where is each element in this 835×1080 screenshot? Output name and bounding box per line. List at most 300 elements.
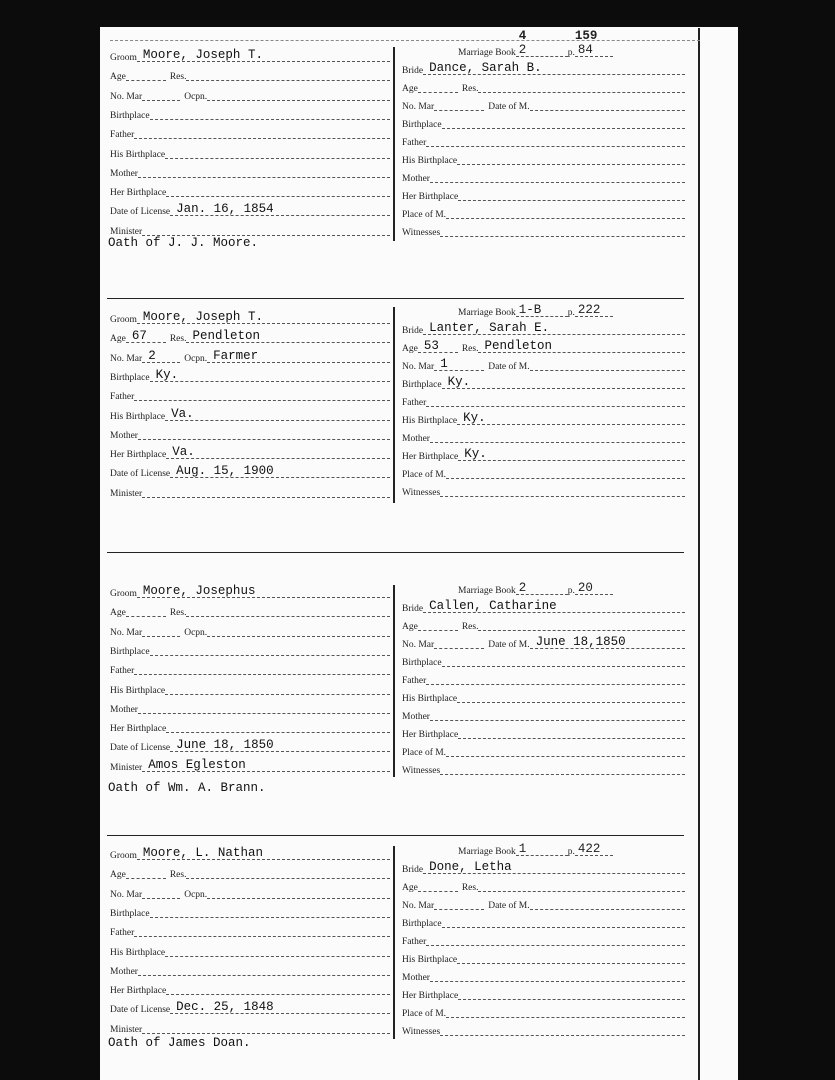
page-line [575,580,613,595]
marriage-book-ref [458,581,613,597]
groom-field-name [110,48,390,64]
field-label: Date of M. [488,640,530,650]
page-line [575,302,613,317]
marriage-book-line [516,580,568,595]
field-line [150,903,390,918]
field-label: His Birthplace [110,947,166,958]
bride-field-witnesses [402,223,685,239]
field-label: Her Birthplace [110,986,167,997]
bride-field-his-birthplace [402,151,685,167]
marriage-book-label: Marriage Book [458,48,516,58]
groom-field-father [110,923,390,939]
field-label: Minister [110,226,143,237]
field-line [442,374,685,389]
bride-field-witnesses [402,1022,685,1038]
field-label: Place of M. [402,210,447,220]
field-line [426,670,685,685]
field-label: Father [402,676,427,686]
field-line [418,877,458,892]
field-line [442,913,685,928]
bride-field-name [402,61,685,77]
field-label: Father [110,130,135,141]
field-label: Res. [461,84,479,94]
field-line [426,931,685,946]
marriage-book-line [516,302,568,317]
field-value: Ky. [155,367,179,382]
field-label: Res. [461,883,479,893]
groom-field-name [110,584,390,600]
groom-field-age [110,67,390,83]
field-line [134,124,390,139]
header-rule [110,40,700,41]
field-line [458,446,685,461]
field-line [446,204,685,219]
field-line [126,602,166,617]
field-label: Her Birthplace [402,730,459,740]
field-line [478,78,685,93]
oath-note: Oath of James Doan. [108,1036,251,1050]
field-line [423,859,685,874]
groom-field-minister [110,1020,390,1036]
page-value: 222 [577,303,601,317]
field-line [165,942,390,957]
field-label: Witnesses [402,488,441,498]
field-line [207,348,390,363]
field-line [430,967,685,982]
field-line [142,1019,390,1034]
bride-field-place-of-m [402,743,685,759]
field-line [142,86,180,101]
bride-field-no-mar [402,357,685,373]
field-line [434,895,484,910]
field-line [440,222,685,237]
marriage-book-label: Marriage Book [458,847,516,857]
bride-field-mother [402,429,685,445]
field-line [134,922,390,937]
bride-field-his-birthplace [402,689,685,705]
field-label: His Birthplace [110,685,166,696]
field-line [138,425,390,440]
field-line [446,464,685,479]
oath-note: Oath of J. J. Moore. [108,236,259,250]
field-line [137,309,390,324]
field-label: Groom [110,315,137,325]
field-label: Her Birthplace [402,192,459,202]
groom-field-her-birthplace [110,445,390,461]
field-line [434,356,484,371]
field-value: 2 [148,348,156,363]
marriage-book-ref [458,303,613,319]
field-label: His Birthplace [402,955,458,965]
field-label: Witnesses [402,766,441,776]
groom-field-mother [110,164,390,180]
field-line [418,78,458,93]
field-line [166,444,390,459]
field-label: Her Birthplace [402,991,459,1001]
field-value: Va. [172,445,195,460]
field-line [186,66,390,81]
field-line [186,328,390,343]
field-line [457,150,685,165]
field-value: 67 [131,329,147,344]
field-label: Mother [110,966,138,977]
field-label: Minister [110,762,143,773]
field-line [530,96,685,111]
field-label: Minister [110,488,143,499]
field-label: Bride [402,604,424,614]
column-divider [393,585,395,777]
field-label: Res. [461,622,479,632]
field-line [434,96,484,111]
field-line [458,985,685,1000]
field-label: Mother [110,430,138,441]
bride-field-no-mar [402,896,685,912]
field-label: Witnesses [402,228,441,238]
field-line [170,737,390,752]
field-label: Age [402,883,418,893]
groom-field-no-mar [110,885,390,901]
groom-field-his-birthplace [110,681,390,697]
bride-field-place-of-m [402,205,685,221]
groom-field-mother [110,962,390,978]
field-label: Father [402,937,427,947]
field-label: Her Birthplace [402,452,459,462]
field-value: Pendleton [192,329,260,344]
field-line [446,742,685,757]
marriage-book-label: Marriage Book [458,586,516,596]
field-label: Date of License [110,743,171,754]
field-line [418,616,458,631]
bride-field-witnesses [402,483,685,499]
field-label: Bride [402,865,424,875]
field-label: Ocpn. [184,353,208,364]
field-label: No. Mar [110,627,143,638]
field-line [430,168,685,183]
field-label: Date of License [110,1005,171,1016]
field-label: Her Birthplace [110,724,167,735]
field-line [434,634,484,649]
field-line [138,961,390,976]
groom-field-name [110,310,390,326]
groom-field-no-mar [110,623,390,639]
field-label: Res. [169,72,187,83]
groom-field-date-of-license [110,738,390,754]
field-line [478,877,685,892]
field-label: Mother [110,168,138,179]
bride-field-mother [402,707,685,723]
field-line [430,428,685,443]
field-line [126,864,166,879]
column-divider [393,307,395,503]
page-value: 20 [577,581,593,595]
field-label: Mother [110,704,138,715]
oath-note: Oath of Wm. A. Brann. [108,781,266,795]
groom-field-his-birthplace [110,407,390,423]
bride-field-father [402,671,685,687]
field-value: Callen, Catharine [429,599,557,613]
field-line [418,338,458,353]
field-line [150,105,390,120]
page-value: 84 [577,43,593,57]
field-line [134,660,390,675]
field-line [142,622,180,637]
bride-field-age [402,339,685,355]
field-label: Mother [402,712,430,722]
field-label: No. Mar [110,91,143,102]
field-line [126,328,166,343]
bride-field-name [402,321,685,337]
field-line [530,356,685,371]
field-value: Moore, Joseph T. [142,48,263,62]
bride-field-age [402,617,685,633]
field-label: Place of M. [402,1009,447,1019]
field-value: Dance, Sarah B. [429,61,542,75]
field-label: Birthplace [110,372,150,383]
marriage-book-previous: 4 [518,29,527,43]
bride-field-her-birthplace [402,447,685,463]
field-label: No. Mar [110,353,143,364]
field-label: Age [110,870,126,881]
field-label: Age [402,84,418,94]
field-line [186,864,390,879]
field-line [457,949,685,964]
bride-field-witnesses [402,761,685,777]
field-line [138,699,390,714]
bride-field-father [402,133,685,149]
page-edge-line [698,28,700,1080]
field-value: Va. [171,406,194,421]
field-value: June 18,1850 [535,635,626,649]
field-line [446,1003,685,1018]
field-line [126,66,166,81]
field-label: No. Mar [402,640,435,650]
groom-field-no-mar [110,87,390,103]
field-label: Her Birthplace [110,188,167,199]
field-label: Ocpn. [184,91,208,102]
page-label: p. [567,308,575,318]
field-line [458,186,685,201]
field-line [426,132,685,147]
field-label: His Birthplace [402,156,458,166]
field-line [440,482,685,497]
page-line [574,29,613,57]
groom-field-name [110,846,390,862]
field-value: Ky. [464,447,487,461]
field-line [186,602,390,617]
groom-field-her-birthplace [110,183,390,199]
field-value: Dec. 25, 1848 [176,1000,274,1015]
field-value: June 18, 1850 [176,738,274,753]
marriage-book-value: 1-B [518,303,542,317]
column-divider [393,846,395,1039]
field-label: No. Mar [402,901,435,911]
groom-field-no-mar [110,349,390,365]
field-line [207,622,390,637]
field-label: Her Birthplace [110,450,167,461]
bride-field-his-birthplace [402,950,685,966]
field-line [442,114,685,129]
field-value: Lanter, Sarah E. [429,321,550,335]
field-label: Mother [402,973,430,983]
field-label: Place of M. [402,470,447,480]
field-label: His Birthplace [110,411,166,422]
field-label: Birthplace [402,120,442,130]
marriage-book-value: 2 [518,581,527,595]
field-line [430,706,685,721]
field-line [166,718,390,733]
bride-field-birthplace [402,653,685,669]
groom-field-age [110,329,390,345]
bride-field-age [402,79,685,95]
marriage-book-value: 1 [518,842,527,856]
page-label: p. [567,847,575,857]
field-label: Father [402,138,427,148]
field-label: Birthplace [110,110,150,121]
groom-field-minister [110,484,390,500]
field-line [138,163,390,178]
groom-field-father [110,387,390,403]
field-value: Jan. 16, 1854 [176,202,274,217]
bride-field-no-mar [402,635,685,651]
field-value: Ky. [463,411,486,425]
field-line [142,884,180,899]
field-line [170,201,390,216]
field-line [207,86,390,101]
field-value: Moore, L. Nathan [142,846,263,860]
card-separator [107,835,684,836]
groom-field-her-birthplace [110,719,390,735]
field-label: Birthplace [402,380,442,390]
groom-field-birthplace [110,904,390,920]
field-label: Age [402,344,418,354]
groom-field-mother [110,700,390,716]
page-label: p. [567,48,575,58]
field-line [165,406,390,421]
field-label: Bride [402,326,424,336]
field-line [170,999,390,1014]
field-line [207,884,390,899]
field-label: Res. [169,608,187,619]
field-label: Date of M. [488,362,530,372]
bride-field-father [402,393,685,409]
field-line [423,60,685,75]
field-label: Groom [110,851,137,861]
bride-field-father [402,932,685,948]
field-line [440,1021,685,1036]
field-label: Age [402,622,418,632]
field-label: No. Mar [110,889,143,900]
groom-field-date-of-license [110,202,390,218]
field-line [134,386,390,401]
field-line [440,760,685,775]
groom-field-birthplace [110,642,390,658]
groom-field-age [110,603,390,619]
field-line [457,410,685,425]
field-line [478,616,685,631]
bride-field-her-birthplace [402,986,685,1002]
bride-field-birthplace [402,115,685,131]
field-label: Father [402,398,427,408]
card-separator [107,298,684,299]
field-label: Age [110,608,126,619]
marriage-book-ref [458,29,613,59]
field-line [170,463,390,478]
field-line [150,641,390,656]
field-label: Father [110,392,135,403]
field-line [166,980,390,995]
field-label: Res. [169,870,187,881]
page-label: p. [567,586,575,596]
bride-field-name [402,599,685,615]
marriage-book-line [516,841,568,856]
groom-field-birthplace [110,106,390,122]
field-line [142,483,390,498]
field-label: Birthplace [110,908,150,919]
field-line [478,338,685,353]
field-line [165,680,390,695]
field-label: Mother [402,434,430,444]
field-label: No. Mar [402,102,435,112]
field-label: Father [110,666,135,677]
field-label: Date of License [110,469,171,480]
field-label: Res. [461,344,479,354]
field-line [137,47,390,62]
bride-field-her-birthplace [402,187,685,203]
field-value: Aug. 15, 1900 [176,464,274,479]
card-separator [107,552,684,553]
bride-field-birthplace [402,914,685,930]
field-line [423,598,685,613]
field-line [137,583,390,598]
page-line [575,841,613,856]
field-value: Moore, Josephus [142,584,256,598]
field-label: Groom [110,53,137,63]
field-label: Date of M. [488,901,530,911]
field-value: Moore, Joseph T. [142,310,263,324]
field-value: 1 [440,357,448,371]
field-label: Father [110,928,135,939]
field-line [530,895,685,910]
field-label: Bride [402,66,424,76]
field-label: Birthplace [110,646,150,657]
field-label: His Birthplace [402,694,458,704]
field-line [142,221,390,236]
groom-field-his-birthplace [110,145,390,161]
field-label: Ocpn. [184,889,208,900]
bride-field-no-mar [402,97,685,113]
field-label: His Birthplace [402,416,458,426]
bride-field-mother [402,968,685,984]
bride-field-place-of-m [402,465,685,481]
bride-field-age [402,878,685,894]
bride-field-his-birthplace [402,411,685,427]
groom-field-date-of-license [110,464,390,480]
field-value: 53 [423,339,439,353]
groom-field-father [110,125,390,141]
marriage-book-value: 2 [518,43,527,57]
field-label: Age [110,72,126,83]
bride-field-place-of-m [402,1004,685,1020]
field-value: Farmer [213,348,259,363]
groom-field-birthplace [110,368,390,384]
field-label: Birthplace [402,919,442,929]
groom-field-her-birthplace [110,981,390,997]
field-value: Done, Letha [429,860,512,874]
marriage-book-label: Marriage Book [458,308,516,318]
field-label: Date of M. [488,102,530,112]
page-previous: 159 [574,29,598,43]
field-label: Place of M. [402,748,447,758]
